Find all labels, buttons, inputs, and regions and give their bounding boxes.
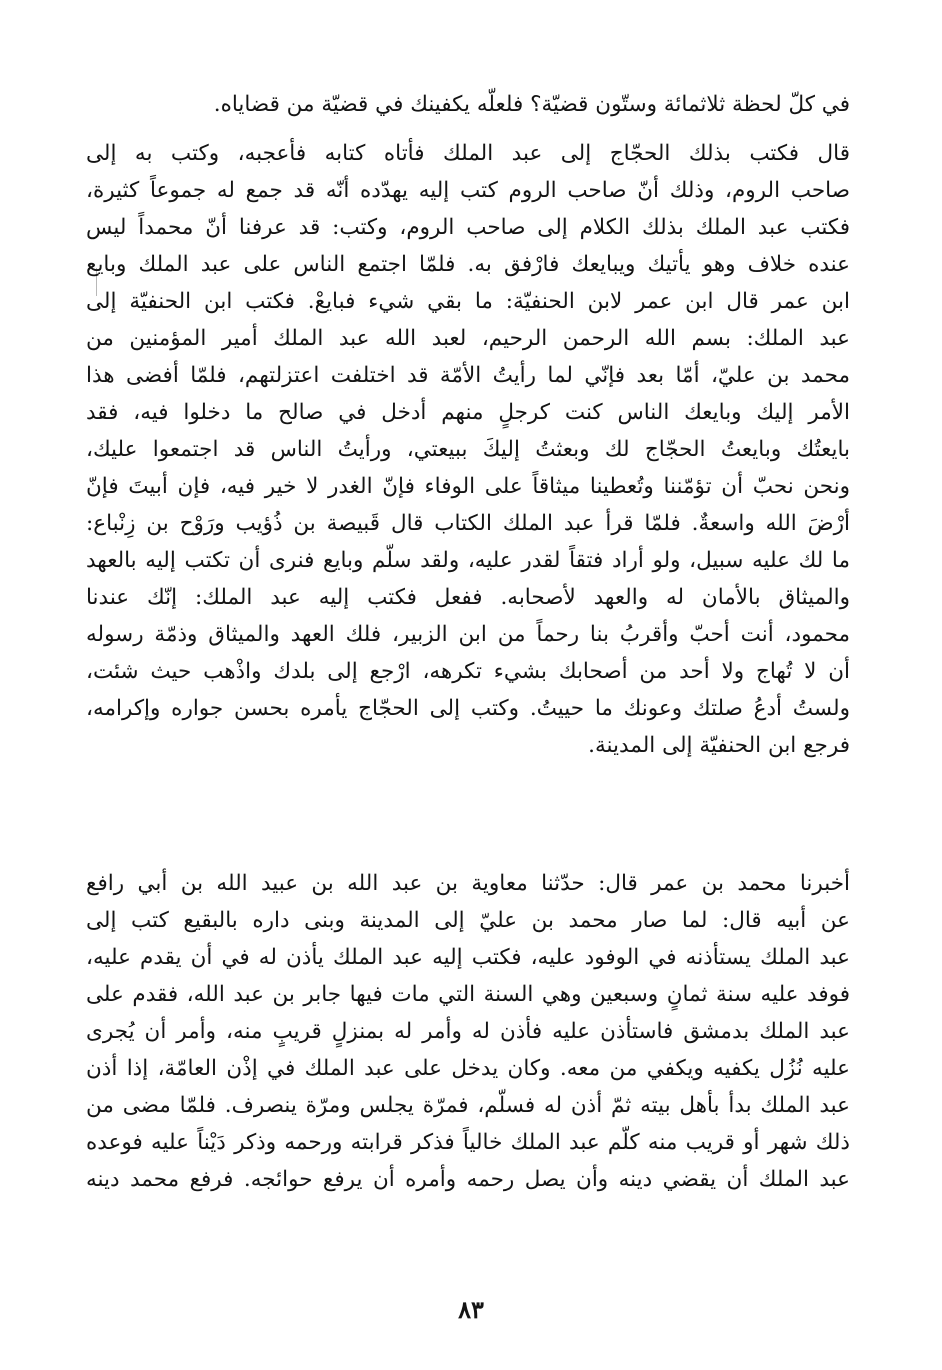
text-line: ذلك شهر أو قريب منه كلّم عبد الملك خالياً فذكر قرابته ورحمه وذكر دَيْناً عليه فوعده	[86, 1130, 850, 1155]
text-line: بايعتُك وبايعتُ الحجّاج لك وبعثتُ إليكَ ببيعتي، ورأيتُ الناس قد اجتمعوا عليك،	[86, 437, 850, 462]
text-line: صاحب الروم، وذلك أنّ صاحب الروم كتب إليه يهدّده أنّه قد جمع له جموعاً كثيرة،	[86, 178, 850, 203]
text-line: ولستُ أدعُ صلتك وعونك ما حييتُ. وكتب إلى الحجّاج يأمره بحسن جواره وإكرامه،	[86, 696, 850, 721]
text-line: الأمر إليك وبايعك الناس كنت كرجلٍ منهم أدخل في صالح ما دخلوا فيه، فقد	[86, 400, 850, 425]
paragraph-3	[86, 865, 850, 1198]
text-line: عليه نُزُل يكفيه ويكفي من معه. وكان يدخل على عبد الملك في إذْن العامّة، إذا أذن	[86, 1056, 850, 1081]
text-line: أرْضَ الله واسعةٌ. فلمّا قرأ عبد الملك الكتاب قال قَبيصة بن ذُؤيب ورَوْح بن زِنْباع:	[86, 511, 850, 536]
text-line: فوفد عليه سنة ثمانٍ وسبعين وهي السنة التي مات فيها جابر بن عبد الله، فقدم على	[86, 982, 850, 1007]
text-line: قال فكتب بذلك الحجّاج إلى عبد الملك فأتاه كتابه فأعجبه، وكتب به إلى	[86, 141, 850, 166]
text-line: ونحن نحبّ أن تؤمّننا وتُعطينا ميثاقاً على الوفاء فإنّ الغدر لا خير فيه، فإن أبيتَ فإنّ	[86, 474, 850, 499]
text-line: عبد الملك يستأذنه في الوفود عليه، فكتب إليه عبد الملك يأذن له في أن يقدم عليه،	[86, 945, 850, 970]
text-line: أخبرنا محمد بن عمر قال: حدّثنا معاوية بن عبد الله بن عبيد الله بن أبي رافع	[86, 871, 850, 896]
text-line: عبد الملك بدمشق فاستأذن عليه فأذن له وأمر له بمنزلٍ قريبٍ منه، وأمر أن يُجرى	[86, 1019, 850, 1044]
paragraph-1	[86, 86, 850, 123]
text-line: محمود، أنت أحبّ وأقربُ بنا رحماً من ابن الزبير، فلك العهد والميثاق وذمّة رسوله	[86, 622, 850, 647]
text-line: والميثاق بالأمان له والعهد لأصحابه. ففعل فكتب إليه عبد الملك: إنّك عندنا	[86, 585, 850, 610]
text-line: فكتب عبد الملك بذلك الكلام إلى صاحب الروم، وكتب: قد عرفنا أنّ محمداً ليس	[86, 215, 850, 240]
paragraph-2	[86, 135, 850, 764]
text-line: عبد الملك: بسم الله الرحمن الرحيم، لعبد الله عبد الملك أمير المؤمنين من	[86, 326, 850, 351]
text-line: فرجع ابن الحنفيّة إلى المدينة.	[588, 733, 850, 758]
text-line: عنده خلاف وهو يأتيك ويبايعك فارْفق به. فلمّا اجتمع الناس على عبد الملك وبايع	[86, 252, 850, 277]
text-line: أن لا تُهاج ولا أحد من أصحابك بشيء تكرهه، ارْجع إلى بلدك واذْهب حيث شئت،	[86, 659, 850, 684]
text-line: محمد بن عليّ، أمّا بعد فإنّي لما رأيتُ الأمّة قد اختلفت اعتزلتهم، فلمّا أفضى هذا	[86, 363, 850, 388]
text-line: ما لك عليه سبيل، ولو أراد فتقاً لقدر عليه، ولقد سلّم وبايع فنرى أن تكتب إليه بالعهد	[86, 548, 850, 573]
text-line: عبد الملك أن يقضي دينه وأن يصل رحمه وأمره أن يرفع حوائجه. فرفع محمد دينه	[86, 1167, 850, 1192]
text-line: عن أبيه قال: لما صار محمد بن عليّ إلى المدينة وبنى داره بالبقيع كتب إلى	[86, 908, 850, 933]
text-line: عبد الملك بدأ بأهل بيته ثمّ أذن له فسلّم، فمرّة يجلس ومرّة ينصرف. فلمّا مضى من	[86, 1093, 850, 1118]
page-number: ٨٣	[458, 1295, 484, 1324]
text-line: ابن عمر قال ابن عمر لابن الحنفيّة: ما بقي شيء فبايعْ. فكتب ابن الحنفيّة إلى	[86, 289, 850, 314]
text-line: في كلّ لحظة ثلاثمائة وستّون قضيّة؟ فلعلّه يكفينك في قضيّة من قضاياه.	[213, 92, 850, 117]
